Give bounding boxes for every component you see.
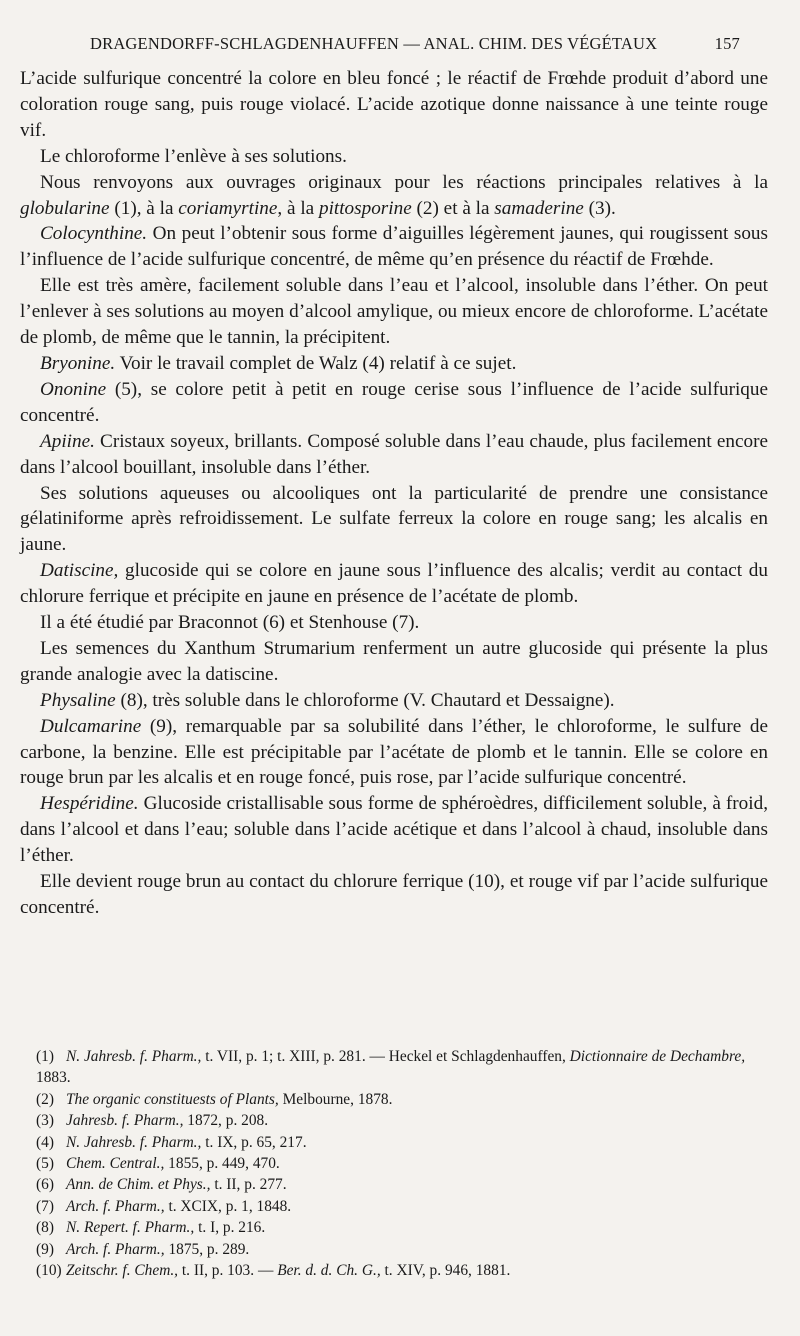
paragraph: Il a été étudié par Braconnot (6) et Stenhouse (7). bbox=[40, 612, 420, 634]
text-run: Glucoside cristallisable sous forme de sphéroèdres, difficilement soluble, à froid, dans l’alcool et dans l’eau; soluble dans l’acide acétique et dans l’alcool à chaud, insoluble dans l’éther. bbox=[20, 793, 768, 867]
term-apiine: Apiine. bbox=[40, 430, 95, 452]
footnote-source: Chem. Central., bbox=[66, 1155, 165, 1173]
footnote-text: t. II, p. 103. — bbox=[178, 1262, 278, 1280]
term-datiscine: Datiscine, bbox=[40, 560, 119, 582]
footnote-number: (1) bbox=[36, 1048, 54, 1065]
footnote-text: t. IX, p. 65, 217. bbox=[201, 1133, 307, 1151]
paragraph bbox=[20, 170, 768, 222]
footnote-text: t. XIV, p. 946, 1881. bbox=[380, 1262, 511, 1280]
footnote-source: Dictionnaire de Dechambre, bbox=[569, 1048, 746, 1065]
paragraph bbox=[20, 714, 768, 792]
running-header bbox=[90, 34, 740, 64]
term-colocynthine: Colocynthine. bbox=[40, 223, 148, 245]
text-run: (9), remarquable par sa solubilité dans l’éther, le chloroforme, le sulfure de carbone, la benzine. Elle est précipitable par l’acétate de plomb et le tannin. Elle se colore en rouge brun par les alcalis et en rouge foncé, puis rose, par l’acide sulfurique concentré. bbox=[20, 715, 768, 789]
term-ononine: Ononine bbox=[40, 378, 107, 400]
footnote bbox=[36, 1174, 766, 1195]
text-run: (5), se colore petit à petit en rouge cerise sous l’influence de l’acide sulfurique concentré. bbox=[20, 378, 768, 426]
footnote-text: 1872, p. 208. bbox=[183, 1112, 269, 1130]
footnote-source: The organic constituests of Plants, bbox=[66, 1090, 279, 1108]
footnote-source: Ber. d. d. Ch. G., bbox=[277, 1262, 381, 1280]
text-run: (2) et à la bbox=[411, 197, 495, 219]
footnote-number: (7) bbox=[36, 1197, 54, 1215]
footnote bbox=[36, 1239, 766, 1260]
footnote-source: N. Jahresb. f. Pharm., bbox=[66, 1048, 202, 1065]
footnote-number: (6) bbox=[36, 1176, 54, 1194]
footnote-source: Arch. f. Pharm., bbox=[66, 1197, 165, 1215]
text-run: On peut l’obtenir sous forme d’aiguilles légèrement jaunes, qui rougissent sous l’influence de l’acide sulfurique concentré, de même qu’en présence du réactif de Frœhde. bbox=[20, 223, 768, 271]
footnote-number: (10) bbox=[36, 1262, 62, 1280]
footnote-source: Zeitschr. f. Chem., bbox=[66, 1262, 179, 1280]
text-run: Voir le travail complet de Walz (4) relatif à ce sujet. bbox=[115, 352, 517, 374]
text-run: glucoside qui se colore en jaune sous l’influence des alcalis; verdit au contact du chlorure ferrique et précipite en jaune en présence de l’acétate de plomb. bbox=[20, 560, 768, 608]
running-title: DRAGENDORFF-SCHLAGDENHAUFFEN — ANAL. CHIM. DES VÉGÉTAUX bbox=[90, 34, 658, 53]
term-physaline: Physaline bbox=[40, 689, 116, 711]
page-number: 157 bbox=[714, 34, 740, 53]
term-hesperidine: Hespéridine. bbox=[40, 793, 139, 815]
term-pittosporine: pittosporine bbox=[318, 197, 412, 219]
paragraph: Le chloroforme l’enlève à ses solutions. bbox=[40, 145, 347, 167]
footnotes bbox=[36, 1046, 766, 1281]
paragraph: Les semences du Xanthum Strumarium renferment un autre glucoside qui présente la plus grande analogie avec la datiscine. bbox=[20, 637, 768, 685]
main-text bbox=[20, 66, 768, 921]
footnote-text: t. I, p. 216. bbox=[194, 1219, 266, 1237]
term-globularine: globularine bbox=[20, 197, 110, 219]
footnote-text: 1875, p. 289. bbox=[164, 1240, 250, 1258]
text-run: , à la bbox=[277, 197, 319, 219]
paragraph: L’acide sulfurique concentré la colore en bleu foncé ; le réactif de Frœhde produit d’abord une coloration rouge sang, puis rouge violacé. L’acide azotique donne naissance à une teinte rouge vif. bbox=[20, 68, 768, 141]
footnote-number: (2) bbox=[36, 1090, 54, 1108]
paragraph bbox=[20, 351, 768, 377]
footnote-text: 1855, p. 449, 470. bbox=[164, 1155, 280, 1173]
footnote-source: Jahresb. f. Pharm., bbox=[66, 1112, 184, 1130]
footnote bbox=[36, 1217, 766, 1238]
footnote-source: N. Repert. f. Pharm., bbox=[66, 1219, 195, 1237]
footnote-text: t. XCIX, p. 1, 1848. bbox=[164, 1197, 292, 1215]
paragraph: Elle est très amère, facilement soluble dans l’eau et l’alcool, insoluble dans l’éther. On peut l’enlever à ses solutions au moyen d’alcool amylique, ou mieux encore de chloroforme. L’acétate de plomb, de même que le tannin, la précipitent. bbox=[20, 275, 768, 349]
text-run: (8), très soluble dans le chloroforme (V. Chautard et Dessaigne). bbox=[115, 689, 615, 711]
footnote-text: t. II, p. 277. bbox=[210, 1176, 287, 1194]
footnote bbox=[36, 1196, 766, 1217]
footnote-number: (8) bbox=[36, 1219, 54, 1237]
footnote bbox=[36, 1153, 766, 1174]
paragraph bbox=[20, 429, 768, 481]
text-run: (3). bbox=[583, 197, 616, 219]
term-bryonine: Bryonine. bbox=[40, 352, 116, 374]
paragraph bbox=[20, 377, 768, 429]
footnote-number: (5) bbox=[36, 1155, 54, 1173]
paragraph bbox=[20, 688, 768, 714]
footnote-source: Arch. f. Pharm., bbox=[66, 1240, 165, 1258]
footnote bbox=[36, 1110, 766, 1131]
footnote-text: t. VII, p. 1; t. XIII, p. 281. — Heckel et Schlagdenhauffen, bbox=[201, 1048, 570, 1065]
footnote bbox=[36, 1046, 766, 1089]
footnote-number: (3) bbox=[36, 1112, 54, 1130]
paragraph: Elle devient rouge brun au contact du chlorure ferrique (10), et rouge vif par l’acide sulfurique concentré. bbox=[20, 871, 768, 918]
footnote-number: (9) bbox=[36, 1240, 54, 1258]
footnote-text: 1883. bbox=[36, 1069, 71, 1087]
footnote bbox=[36, 1132, 766, 1153]
text-run: Cristaux soyeux, brillants. Composé soluble dans l’eau chaude, plus facilement encore dans l’alcool bouillant, insoluble dans l’éther. bbox=[20, 430, 768, 478]
footnote-source: N. Jahresb. f. Pharm., bbox=[66, 1133, 202, 1151]
paragraph bbox=[20, 221, 768, 273]
text-run: Nous renvoyons aux ouvrages originaux pour les réactions principales relatives à la bbox=[40, 171, 768, 193]
footnote-text: Melbourne, 1878. bbox=[278, 1090, 393, 1108]
paragraph bbox=[20, 791, 768, 869]
paragraph: Ses solutions aqueuses ou alcooliques ont la particularité de prendre une consistance gélatiniforme après refroidissement. Le sulfate ferreux la colore en rouge sang; les alcalis en jaune. bbox=[20, 482, 768, 556]
term-coriamyrtine: coriamyrtine bbox=[178, 197, 278, 219]
footnote-number: (4) bbox=[36, 1133, 54, 1151]
footnote-source: Ann. de Chim. et Phys., bbox=[66, 1176, 211, 1194]
text-run: (1), à la bbox=[109, 197, 179, 219]
footnote bbox=[36, 1089, 766, 1110]
paragraph bbox=[20, 558, 768, 610]
footnote bbox=[36, 1260, 766, 1281]
term-dulcamarine: Dulcamarine bbox=[40, 715, 142, 737]
term-samaderine: samaderine bbox=[494, 197, 584, 219]
